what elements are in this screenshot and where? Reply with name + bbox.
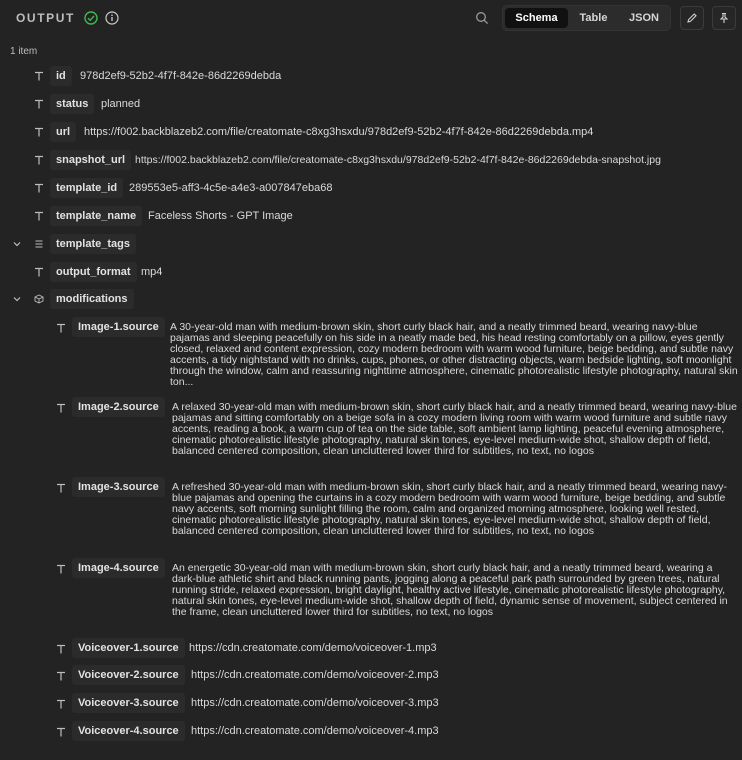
text-type-icon	[56, 671, 66, 681]
mod-key-voiceover-1: Voiceover-1.source	[72, 638, 185, 658]
panel-title: OUTPUT	[16, 11, 75, 25]
field-key-url: url	[50, 122, 76, 142]
field-value-status: planned	[101, 98, 141, 110]
item-count: 1 item	[10, 46, 38, 57]
output-header	[0, 0, 742, 38]
mod-value-image-3: A refreshed 30-year-old man with medium-brown skin, short curly black hair, and a neatly trimmed beard, wearing navy-blue pajamas and opening the curtains in a cozy modern bedroom with warm wood furniture, beige bedding, and subtle navy accents, soft morning sunlight filling the room, calm and organized morning atmosphere, looking well rested, cinematic photorealistic lifestyle photography, natural skin tones, eye-level medium-wide shot, shallow depth of field, balanced centered composition, clean uncluttered lower third for subtitles, no text, no logos	[172, 481, 727, 537]
mod-value-image-4: An energetic 30-year-old man with medium-brown skin, short curly black hair, and a neatly trimmed beard, wearing a dark-blue athletic shirt and black running pants, jogging along a peaceful park path surrounded by green trees, natural running stride, relaxed expression, bright daylight, healthy active lifestyle, cinematic photorealistic lifestyle photography, natural skin tones, eye-level medium-wide shot, shallow depth of field, dynamic sense of movement, subject centered in the frame, clean uncluttered lower third for subtitles, no text, no logos	[172, 562, 728, 618]
field-value-snapshot-url: https://f002.backblazeb2.com/file/creatomate-c8xg3hsxdu/978d2ef9-52b2-4f7f-842e-86d2269debda-snapshot.jpg	[135, 154, 661, 166]
cube-type-icon	[34, 294, 44, 304]
mod-value-voiceover-4: https://cdn.creatomate.com/demo/voiceover-4.mp3	[191, 725, 439, 737]
text-type-icon	[34, 183, 44, 193]
mod-key-image-1: Image-1.source	[72, 317, 165, 337]
text-type-icon	[56, 483, 66, 493]
mod-key-image-2: Image-2.source	[72, 397, 165, 417]
field-key-snapshot-url: snapshot_url	[50, 150, 131, 170]
field-key-modifications: modifications	[50, 289, 134, 309]
mod-key-voiceover-2: Voiceover-2.source	[72, 665, 185, 685]
mod-key-voiceover-3: Voiceover-3.source	[72, 693, 185, 713]
text-type-icon	[34, 99, 44, 109]
mod-value-voiceover-1: https://cdn.creatomate.com/demo/voiceover-1.mp3	[189, 642, 437, 654]
text-type-icon	[34, 155, 44, 165]
field-value-template-name: Faceless Shorts - GPT Image	[148, 210, 293, 222]
edit-button[interactable]	[680, 6, 704, 30]
field-key-status: status	[50, 94, 94, 114]
field-value-output-format: mp4	[141, 266, 163, 278]
field-value-id: 978d2ef9-52b2-4f7f-842e-86d2269debda	[80, 70, 282, 82]
check-circle-icon	[84, 11, 98, 25]
mod-value-image-1: A 30-year-old man with medium-brown skin, short curly black hair, and a neatly trimmed beard, wearing navy-blue pajamas and sleeping peacefully on his side in a neatly made bed, his head resting comfortably on a pillow, eyes gently closed, relaxed and content expression, cozy modern bedroom with warm wood furniture, beige bedding, and subtle navy accents, a tidy nightstand with no drinks, cups, phones, or other distracting objects, warm bedside lighting, soft moonlight through the window, calm and reassuring nighttime atmosphere, cinematic photorealistic lifestyle photography, natural skin ton...	[170, 321, 738, 388]
text-type-icon	[34, 71, 44, 81]
tab-table[interactable]: Table	[579, 12, 608, 24]
field-key-template-name: template_name	[50, 206, 142, 226]
search-icon[interactable]	[475, 11, 489, 25]
tab-json[interactable]: JSON	[629, 12, 659, 24]
pencil-icon	[686, 12, 698, 24]
mod-key-image-3: Image-3.source	[72, 477, 165, 497]
field-key-template-tags: template_tags	[50, 234, 136, 254]
view-mode-switch	[502, 5, 671, 31]
text-type-icon	[34, 211, 44, 221]
text-type-icon	[56, 727, 66, 737]
mod-key-image-4: Image-4.source	[72, 558, 165, 578]
field-key-template-id: template_id	[50, 178, 123, 198]
mod-value-voiceover-3: https://cdn.creatomate.com/demo/voiceover-3.mp3	[191, 697, 439, 709]
text-type-icon	[56, 403, 66, 413]
text-type-icon	[34, 127, 44, 137]
text-type-icon	[34, 267, 44, 277]
pin-icon	[718, 12, 730, 24]
mod-key-voiceover-4: Voiceover-4.source	[72, 721, 185, 741]
text-type-icon	[56, 644, 66, 654]
mod-value-image-2: A relaxed 30-year-old man with medium-brown skin, short curly black hair, and a neatly trimmed beard, wearing navy-blue pajamas and sitting comfortably on a beige sofa in a cozy modern living room with warm wood furniture and subtle navy accents, reading a book, a warm cup of tea on the side table, soft ambient lamp lighting, peaceful evening atmosphere, cinematic photorealistic lifestyle photography, natural skin tones, eye-level medium-wide shot, shallow depth of field, balanced centered composition, clean uncluttered lower third for subtitles, no text, no logos	[172, 401, 737, 457]
chevron-down-icon[interactable]	[12, 239, 22, 249]
list-type-icon	[34, 239, 44, 249]
field-value-template-id: 289553e5-aff3-4c5e-a4e3-a007847eba68	[129, 182, 333, 194]
field-value-url: https://f002.backblazeb2.com/file/creatomate-c8xg3hsxdu/978d2ef9-52b2-4f7f-842e-86d2269debda.mp4	[84, 126, 594, 138]
field-key-output-format: output_format	[50, 262, 137, 282]
text-type-icon	[56, 323, 66, 333]
text-type-icon	[56, 564, 66, 574]
tab-schema[interactable]: Schema	[505, 8, 568, 28]
mod-value-voiceover-2: https://cdn.creatomate.com/demo/voiceover-2.mp3	[191, 669, 439, 681]
pin-button[interactable]	[712, 6, 736, 30]
chevron-down-icon[interactable]	[12, 294, 22, 304]
text-type-icon	[56, 699, 66, 709]
field-key-id: id	[50, 66, 72, 86]
info-icon[interactable]	[105, 11, 119, 25]
